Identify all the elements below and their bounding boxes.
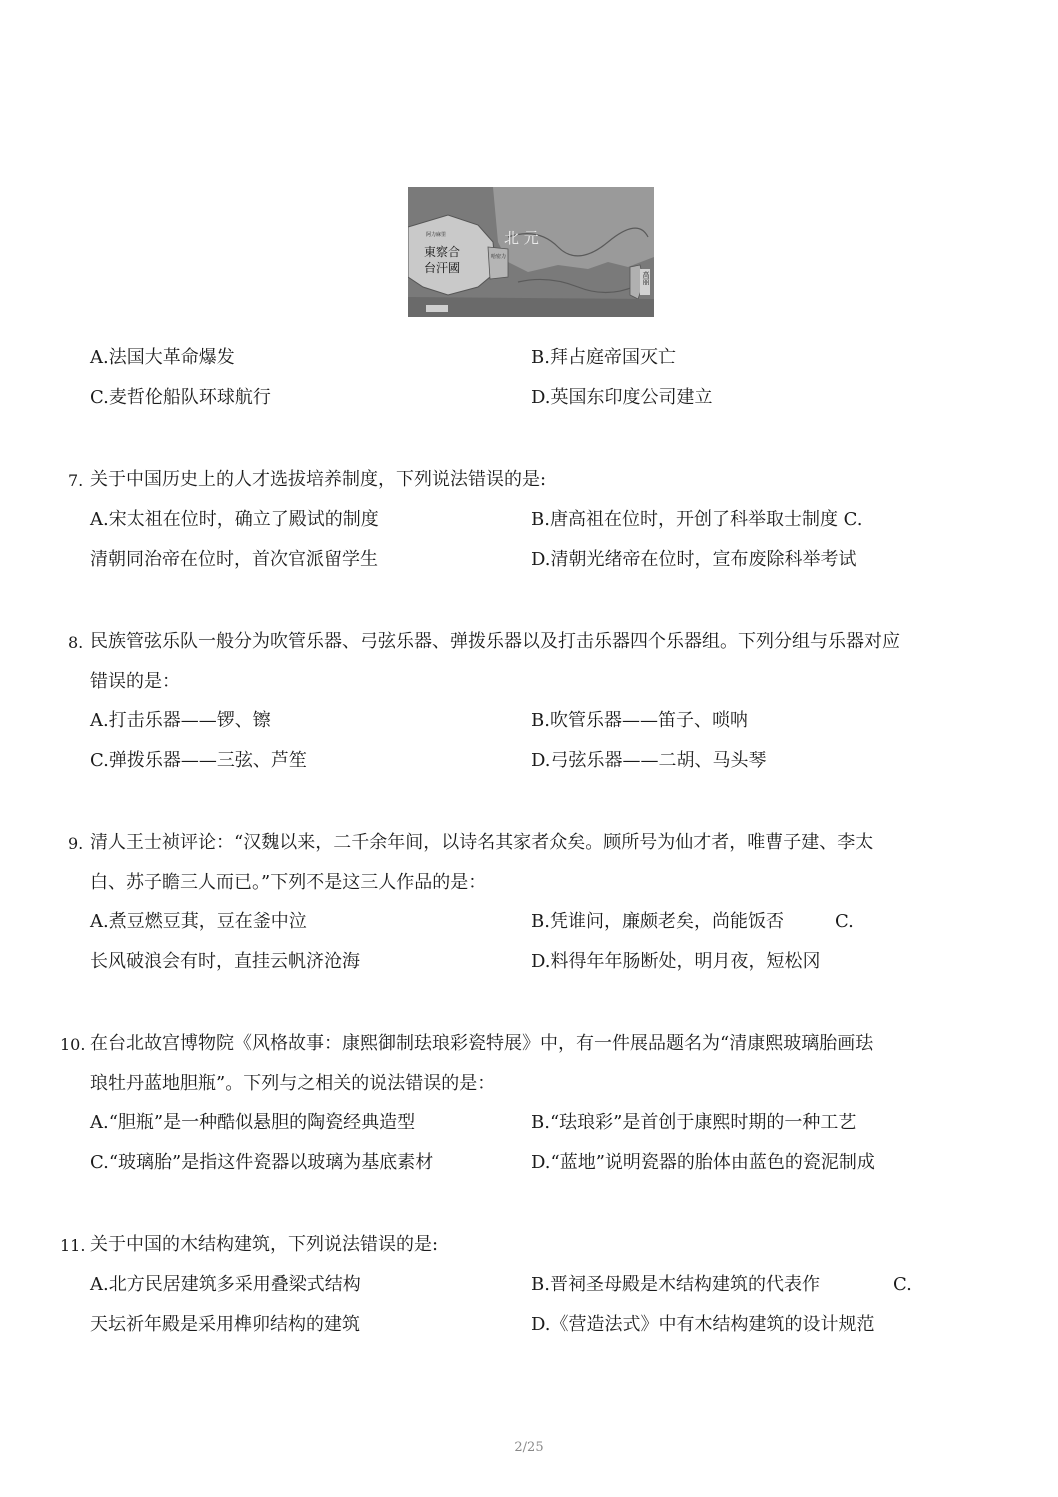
map-label-korea: 高丽 — [642, 271, 650, 285]
q10-stem-line2: 琅牡丹蓝地胆瓶”。下列与之相关的说法错误的是： — [90, 1073, 496, 1094]
q11-option-d: D.《营造法式》中有木结构建筑的设计规范 — [531, 1314, 875, 1335]
q11-option-c: 天坛祈年殿是采用榫卯结构的建筑 — [90, 1314, 360, 1335]
map-label-khanate-line2: 台汗國 — [424, 261, 461, 275]
q6-option-c: C.麦哲伦船队环球航行 — [90, 387, 271, 408]
q11-stem: 关于中国的木结构建筑，下列说法错误的是: — [90, 1234, 439, 1255]
q10-option-a: A.“胆瓶”是一种酷似悬胆的陶瓷经典造型 — [90, 1112, 416, 1133]
q8-option-d: D.弓弦乐器——二胡、马头琴 — [531, 750, 767, 771]
q10-option-d: D.“蓝地”说明瓷器的胎体由蓝色的瓷泥制成 — [531, 1152, 875, 1173]
q7-option-c: 清朝同治帝在位时，首次官派留学生 — [90, 549, 378, 570]
map-label-north-yuan: 北 元 — [504, 229, 539, 247]
q8-option-c: C.弹拨乐器——三弦、芦笙 — [90, 750, 307, 771]
q9-option-d: D.料得年年肠断处，明月夜，短松冈 — [531, 951, 821, 972]
q8-number: 8. — [68, 633, 84, 652]
q11-number: 11. — [60, 1236, 86, 1255]
q9-option-c: 长风破浪会有时，直挂云帆济沧海 — [90, 951, 360, 972]
q8-stem-line1: 民族管弦乐队一般分为吹管乐器、弓弦乐器、弹拨乐器以及打击乐器四个乐器组。下列分组与乐器对应 — [90, 631, 900, 652]
q6-option-d: D.英国东印度公司建立 — [531, 387, 713, 408]
q6-option-a: A.法国大革命爆发 — [90, 347, 235, 368]
q10-stem-line1: 在台北故宫博物院《风格故事：康熙御制珐琅彩瓷特展》中，有一件展品题名为“清康熙玻璃胎画珐 — [90, 1033, 874, 1054]
q8-option-b: B.吹管乐器——笛子、唢呐 — [531, 710, 748, 731]
q8-stem-line2: 错误的是： — [90, 671, 180, 692]
q7-option-d: D.清朝光绪帝在位时，宣布废除科举考试 — [531, 549, 857, 570]
map-label-hami: 哈密力 — [491, 254, 507, 260]
map-label-khanate-line1: 東察合 — [424, 245, 461, 259]
historical-map-figure — [408, 187, 654, 317]
q10-option-b: B.“珐琅彩”是首创于康熙时期的一种工艺 — [531, 1112, 857, 1133]
q9-option-c-letter: C. — [835, 911, 854, 932]
q7-number: 7. — [68, 471, 84, 490]
map-label-almaliq: 阿力麻里 — [426, 232, 447, 238]
q9-option-a: A.煮豆燃豆萁，豆在釜中泣 — [90, 911, 307, 932]
q11-option-a: A.北方民居建筑多采用叠梁式结构 — [90, 1274, 361, 1295]
q6-option-b: B.拜占庭帝国灭亡 — [531, 347, 676, 368]
q11-option-b: B.晋祠圣母殿是木结构建筑的代表作 — [531, 1274, 820, 1295]
q8-option-a: A.打击乐器——锣、镲 — [90, 710, 271, 731]
page-number: 2/25 — [514, 1440, 544, 1455]
q7-option-a: A.宋太祖在位时，确立了殿试的制度 — [90, 509, 379, 530]
q9-option-b: B.凭谁问，廉颇老矣，尚能饭否 — [531, 911, 784, 932]
q9-number: 9. — [68, 834, 84, 853]
q10-option-c: C.“玻璃胎”是指这件瓷器以玻璃为基底素材 — [90, 1152, 434, 1173]
q9-stem-line2: 白、苏子瞻三人而已。”下列不是这三人作品的是： — [90, 872, 487, 893]
q7-option-b: B.唐高祖在位时，开创了科举取士制度 C. — [531, 509, 863, 530]
q11-option-c-letter: C. — [893, 1274, 912, 1295]
q10-number: 10. — [60, 1035, 86, 1054]
q9-stem-line1: 清人王士祯评论：“汉魏以来，二千余年间，以诗名其家者众矣。顾所号为仙才者，唯曹子建、李太 — [90, 832, 874, 853]
q7-stem: 关于中国历史上的人才选拔培养制度，下列说法错误的是: — [90, 469, 547, 490]
